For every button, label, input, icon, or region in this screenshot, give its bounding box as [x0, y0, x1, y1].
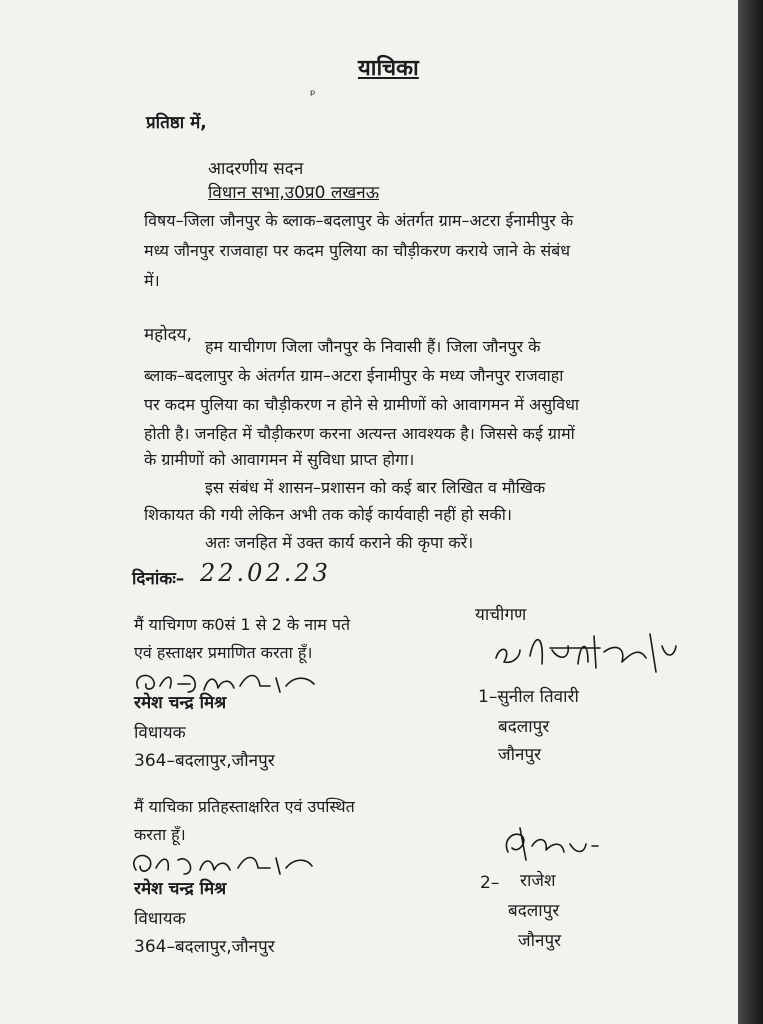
subject-line: मध्य जौनपुर राजवाहा पर कदम पुलिया का चौड़ीकरण कराये जाने के संबंध	[144, 241, 571, 260]
petitioner-1-district: जौनपुर	[498, 745, 542, 765]
date-value: 22.02.23	[200, 559, 331, 587]
scan-edge	[738, 0, 763, 1024]
mla-constituency: 364–बदलापुर,जौनपुर	[134, 937, 275, 957]
body-line: पर कदम पुलिया का चौड़ीकरण न होने से ग्रामीणों को आवागमन में असुविधा	[144, 395, 580, 414]
mla-signature-2	[126, 846, 316, 882]
addressee-line-1: आदरणीय सदन	[208, 159, 304, 179]
stray-mark: ᵖ	[310, 88, 316, 103]
body-line: शिकायत की गयी लेकिन अभी तक कोई कार्यवाही नहीं हो सकी।	[144, 505, 512, 524]
document-title: याचिका	[358, 56, 419, 81]
salutation: प्रतिष्ठा में,	[146, 113, 207, 133]
certification-line: मैं याचिगण क0सं 1 से 2 के नाम पते	[134, 615, 351, 634]
date-label: दिनांकः–	[132, 569, 185, 589]
mla-name: रमेश चन्द्र मिश्र	[134, 879, 227, 899]
subject-line: में।	[144, 271, 160, 290]
body-line: इस संबंध में शासन–प्रशासन को कई बार लिखित व मौखिक	[205, 478, 546, 497]
petitioner-2-name: राजेश	[520, 871, 556, 891]
body-line: ब्लाक–बदलापुर के अंतर्गत ग्राम–अटरा ईनामीपुर के मध्य जौनपुर राजवाहा	[144, 366, 564, 385]
countersign-line: मैं याचिका प्रतिहस्ताक्षरित एवं उपस्थित	[134, 797, 355, 816]
certification-line: एवं हस्ताक्षर प्रमाणित करता हूँ।	[134, 643, 313, 662]
mla-name: रमेश चन्द्र मिश्र	[134, 693, 227, 713]
petitioners-heading: याचीगण	[475, 605, 527, 625]
mla-designation: विधायक	[134, 723, 186, 743]
petitioner-2-district: जौनपुर	[518, 931, 562, 951]
addressee-line-2: विधान सभा,उ0प्र0 लखनऊ	[208, 183, 380, 203]
petitioner-2-place: बदलापुर	[508, 901, 560, 921]
body-line: अतः जनहित में उक्त कार्य कराने की कृपा करें।	[205, 533, 474, 552]
subject-line: विषय–जिला जौनपुर के ब्लाक–बदलापुर के अंतर्गत ग्राम–अटरा ईनामीपुर के	[144, 211, 574, 230]
mla-designation: विधायक	[134, 909, 186, 929]
countersign-line: करता हूँ।	[134, 825, 186, 844]
petitioner-1-signature	[490, 628, 690, 678]
body-line: हम याचीगण जिला जौनपुर के निवासी हैं। जिला जौनपुर के	[205, 337, 541, 356]
body-line: होती है। जनहित में चौड़ीकरण करना अत्यन्त आवश्यक है। जिससे कई ग्रामों	[144, 424, 575, 443]
body-line: के ग्रामीणों को आवागमन में सुविधा प्राप्त होगा।	[144, 450, 415, 469]
petitioner-2-number: 2–	[480, 873, 500, 893]
petitioner-2-signature	[498, 820, 608, 870]
petitioner-1-name: 1–सुनील तिवारी	[478, 687, 579, 707]
greeting: महोदय,	[144, 325, 192, 345]
petitioner-1-place: बदलापुर	[498, 717, 550, 737]
mla-constituency: 364–बदलापुर,जौनपुर	[134, 751, 275, 771]
